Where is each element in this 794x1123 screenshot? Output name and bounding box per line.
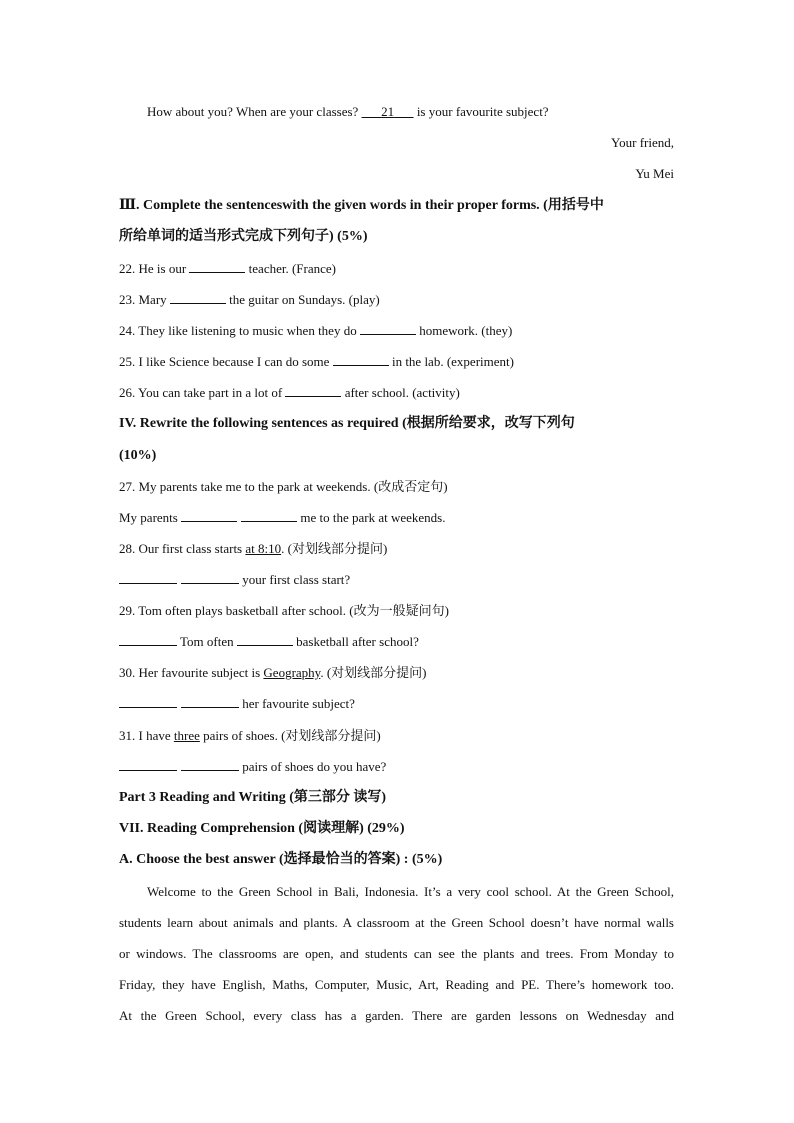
letter-text-after: is your favourite subject? bbox=[413, 104, 549, 119]
question-29: 29. Tom often plays basketball after school. (改为一般疑问句) bbox=[119, 603, 449, 618]
answer-blank[interactable] bbox=[237, 634, 293, 646]
answer-blank[interactable] bbox=[119, 696, 177, 708]
answer-blank[interactable] bbox=[285, 385, 341, 397]
answer-line-30: her favourite subject? bbox=[119, 696, 674, 712]
answer-blank[interactable] bbox=[189, 261, 245, 273]
blank-number: 21 bbox=[381, 104, 395, 119]
letter-closing: Your friend, bbox=[611, 135, 674, 150]
question-25: 25. I like Science because I can do some in the lab. (experiment) bbox=[119, 354, 514, 369]
answer-blank[interactable] bbox=[360, 323, 416, 335]
section4-heading-cont: (10%) bbox=[119, 448, 157, 463]
underlined-phrase: Geography bbox=[263, 665, 321, 680]
section3-heading: Ⅲ. Complete the sentenceswith the given words in their proper forms. (用括号中 bbox=[119, 198, 604, 213]
answer-blank[interactable] bbox=[241, 510, 297, 522]
sectionA-heading: A. Choose the best answer (选择最恰当的答案) : (5%) bbox=[119, 852, 443, 867]
answer-blank[interactable] bbox=[333, 354, 389, 366]
question-26: 26. You can take part in a lot of after school. (activity) bbox=[119, 385, 460, 400]
section4-heading: IV. Rewrite the following sentences as required (根据所给要求，改写下列句 bbox=[119, 416, 575, 431]
question-24: 24. They like listening to music when they do homework. (they) bbox=[119, 323, 513, 338]
question-27: 27. My parents take me to the park at weekends. (改成否定句) bbox=[119, 479, 448, 494]
question-28: 28. Our first class starts at 8:10. (对划线部分提问) bbox=[119, 541, 388, 556]
answer-line-29: Tom often basketball after school? bbox=[119, 634, 674, 650]
underlined-phrase: three bbox=[173, 728, 200, 743]
answer-blank[interactable] bbox=[181, 696, 239, 708]
underlined-phrase: at 8:10 bbox=[245, 541, 282, 556]
question-22: 22. He is our teacher. (France) bbox=[119, 261, 337, 276]
answer-line-28: your first class start? bbox=[119, 572, 674, 588]
passage-line-5: At the Green School, every class has a garden. There are garden lessons on Wednesday and bbox=[119, 1008, 674, 1023]
passage-line-1: Welcome to the Green School in Bali, Indonesia. It’s a very cool school. At the Green School, bbox=[147, 884, 674, 899]
answer-blank[interactable] bbox=[119, 759, 177, 771]
answer-blank[interactable] bbox=[170, 292, 226, 304]
answer-line-31: pairs of shoes do you have? bbox=[119, 759, 674, 775]
letter-signature: Yu Mei bbox=[635, 166, 674, 181]
question-31: 31. I have three pairs of shoes. (对划线部分提问) bbox=[119, 728, 381, 743]
section3-heading-cont: 所给单词的适当形式完成下列句子) (5%) bbox=[119, 229, 368, 244]
section7-heading: VII. Reading Comprehension (阅读理解) (29%) bbox=[119, 821, 405, 836]
passage-line-3: or windows. The classrooms are open, and students can see the plants and trees. From Monday to bbox=[119, 946, 674, 961]
answer-blank[interactable] bbox=[119, 634, 177, 646]
answer-blank[interactable] bbox=[181, 572, 239, 584]
question-23: 23. Mary the guitar on Sundays. (play) bbox=[119, 292, 380, 307]
question-30: 30. Her favourite subject is Geography. (对划线部分提问) bbox=[119, 665, 427, 680]
answer-line-27: My parents me to the park at weekends. bbox=[119, 510, 446, 525]
letter-text-before: How about you? When are your classes? bbox=[147, 104, 362, 119]
passage-line-2: students learn about animals and plants. A classroom at the Green School doesn’t have normal walls bbox=[119, 915, 674, 930]
answer-blank[interactable] bbox=[181, 759, 239, 771]
answer-blank[interactable] bbox=[119, 572, 177, 584]
passage-line-4: Friday, they have English, Maths, Computer, Music, Art, Reading and PE. There’s homework too. bbox=[119, 977, 674, 992]
answer-blank[interactable] bbox=[181, 510, 237, 522]
answer-blank-21[interactable] bbox=[362, 104, 414, 119]
letter-question-line bbox=[119, 104, 674, 120]
part3-heading: Part 3 Reading and Writing (第三部分 读写) bbox=[119, 790, 387, 805]
